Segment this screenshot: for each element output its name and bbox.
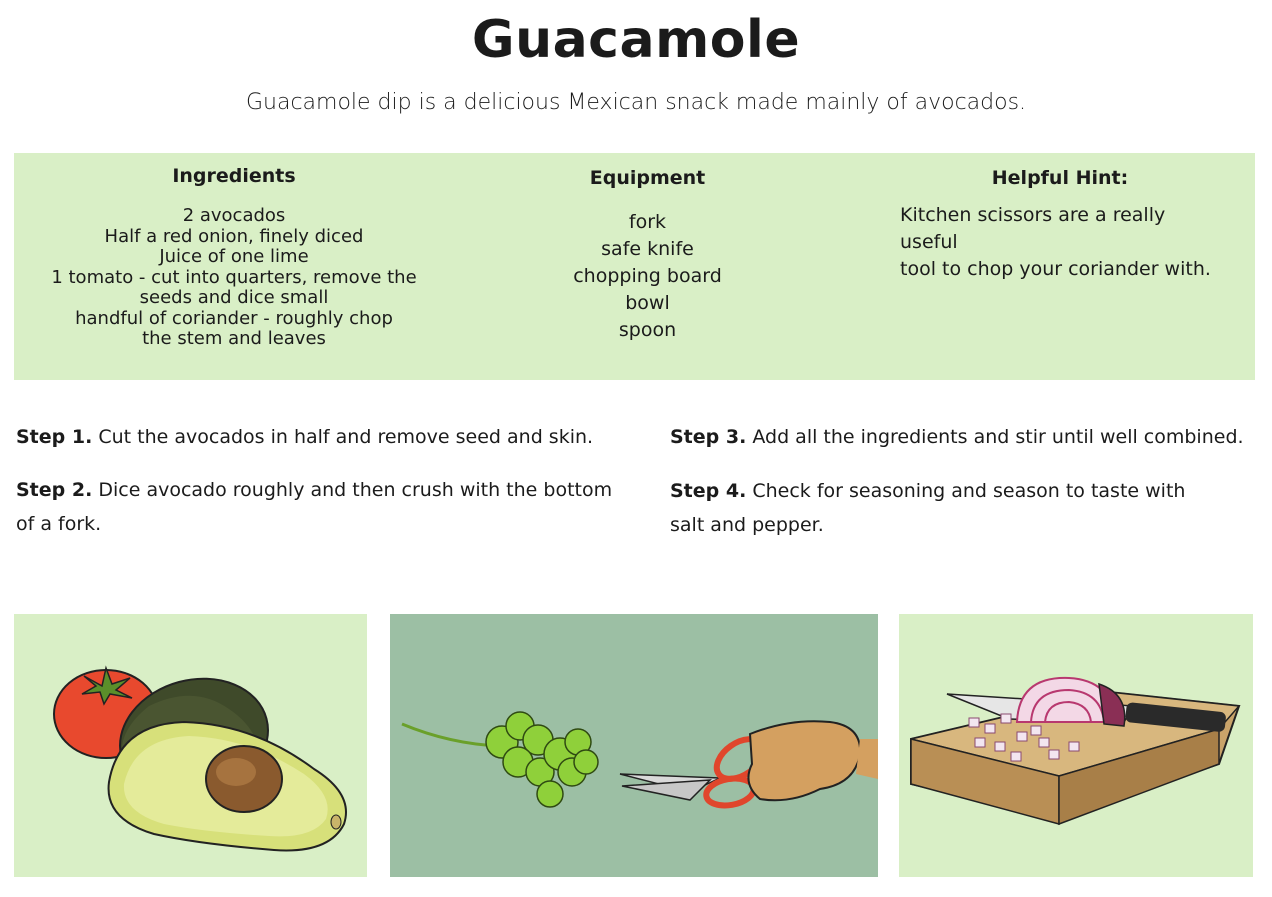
onion-board-image [899,614,1253,877]
ingredient-line: 2 avocados [182,205,286,226]
coriander-scissors-illustration [390,614,878,877]
step-text-continued: salt and pepper. [670,514,824,536]
equipment-item: fork [628,211,667,233]
ingredients-section [34,165,434,350]
step-text: Add all the ingredients and stir until well combined. [752,426,1244,448]
step-text-continued: of a fork. [16,513,102,535]
step-label: Step 2. [16,479,93,501]
ingredient-line: the stem and leaves [142,328,326,349]
equipment-list [520,209,775,344]
equipment-item: safe knife [601,238,694,260]
step-label: Step 4. [670,480,747,502]
hint-section [900,167,1220,283]
equipment-item: bowl [625,292,670,314]
ingredients-list [34,206,434,350]
hint-heading: Helpful Hint: [991,167,1129,189]
ingredients-heading: Ingredients [172,165,296,187]
page-subtitle: Guacamole dip is a delicious Mexican snack made mainly of avocados. [245,90,1027,115]
step-label: Step 1. [16,426,93,448]
step-label: Step 3. [670,426,747,448]
tomato-avocado-image [14,614,367,877]
onion-board-illustration [899,614,1253,877]
hint-line: Kitchen scissors are a really useful [900,204,1166,253]
equipment-item: chopping board [573,265,722,287]
tomato-avocado-illustration [14,614,367,877]
step-2 [16,473,616,541]
ingredient-line: 1 tomato - cut into quarters, remove the [51,266,417,288]
ingredient-line: handful of coriander - roughly chop [75,307,393,329]
equipment-heading: Equipment [589,167,706,189]
step-text: Dice avocado roughly and then crush with the bottom [98,479,613,501]
page-title: Guacamole [471,10,801,70]
step-text: Cut the avocados in half and remove seed and skin. [98,426,594,448]
equipment-section [520,167,775,344]
ingredient-line: Half a red onion, finely diced [104,225,364,247]
step-3 [670,420,1260,454]
step-text: Check for seasoning and season to taste with [752,480,1186,502]
ingredient-line: seeds and dice small [139,287,329,308]
step-1 [16,420,616,454]
hint-text [900,202,1220,283]
coriander-scissors-image [390,614,878,877]
equipment-item: spoon [618,319,677,341]
ingredient-line: Juice of one lime [159,246,309,267]
hint-line: tool to chop your coriander with. [900,258,1211,280]
step-4 [670,474,1190,542]
